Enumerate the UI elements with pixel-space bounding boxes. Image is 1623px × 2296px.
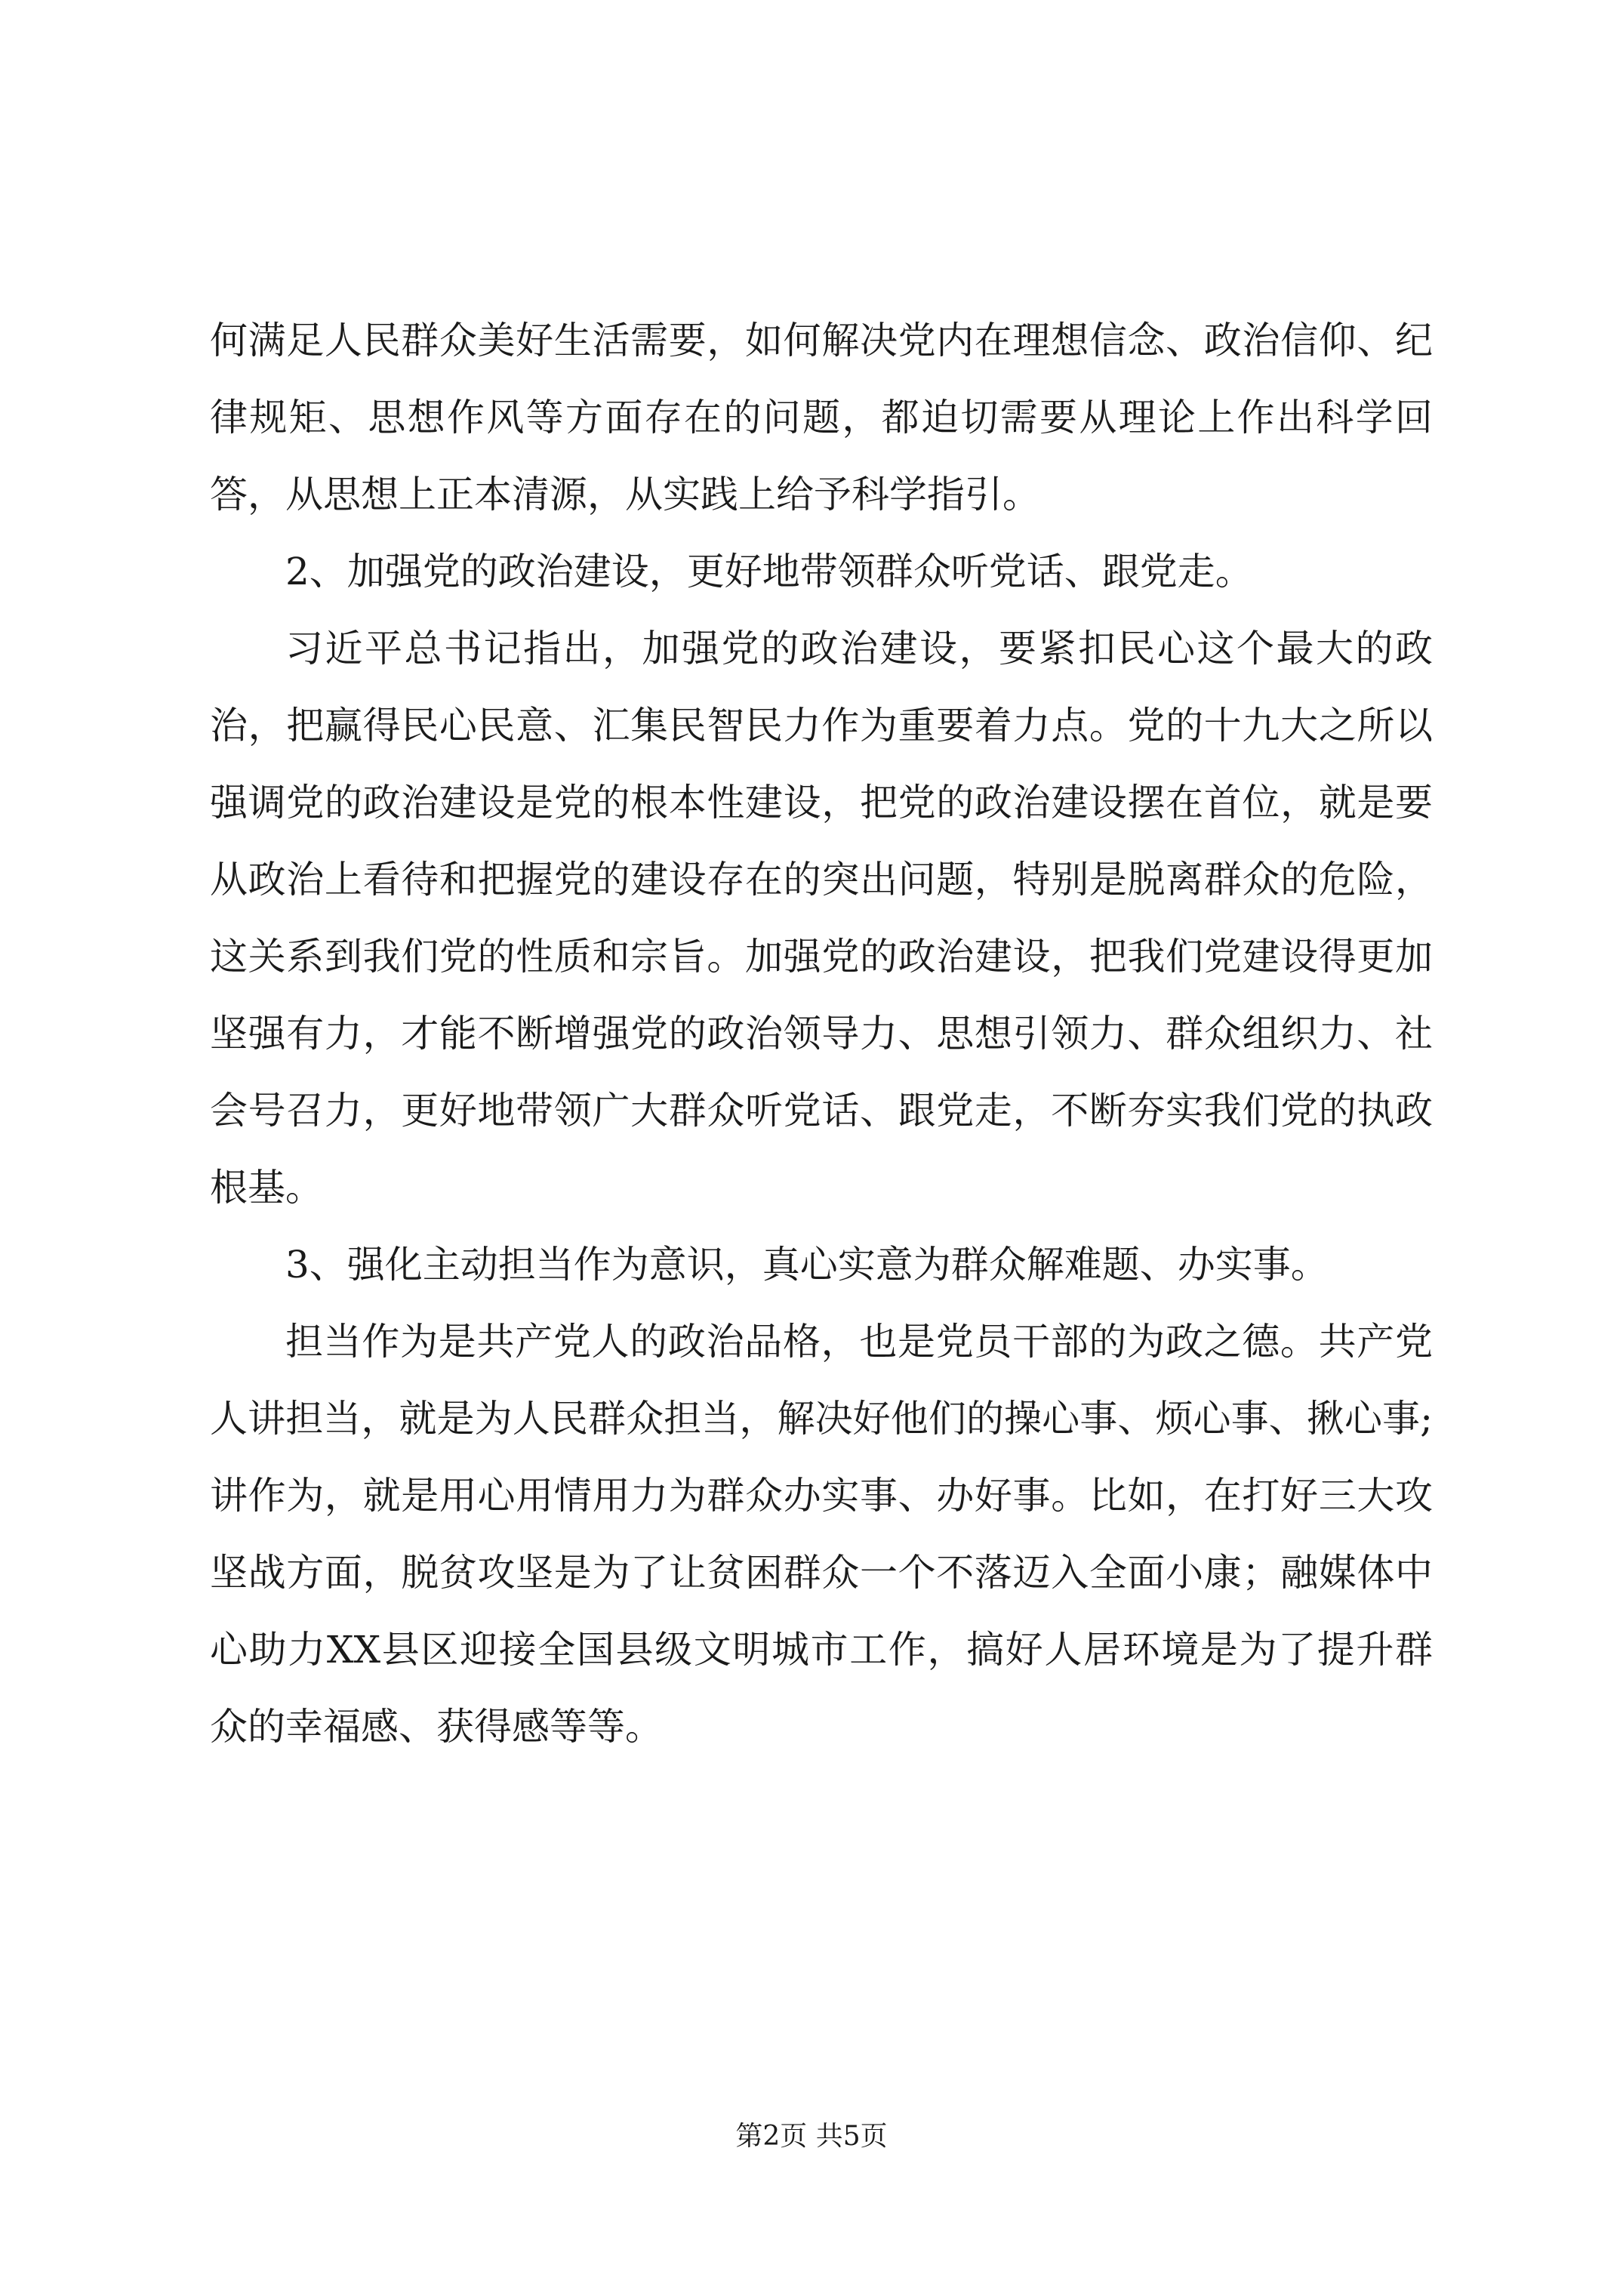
paragraph-political-building: 习近平总书记指出，加强党的政治建设，要紧扣民心这个最大的政治，把赢得民心民意、汇集民智民力作为重要着力点。党的十九大之所以强调党的政治建设是党的根本性建设，把党的政治建设摆在首位，就是要从政治上看待和把握党的建设存在的突出问题，特别是脱离群众的危险，这关系到我们党的性质和宗旨。加强党的政治建设，把我们党建设得更加坚强有力，才能不断增强党的政治领导力、思想引领力、群众组织力、社会号召力，更好地带领广大群众听党话、跟党走，不断夯实我们党的执政根基。: [210, 627, 1433, 1210]
page-number-footer: 第2页 共5页: [735, 2121, 888, 2152]
paragraph-continuation: 何满足人民群众美好生活需要，如何解决党内在理想信念、政治信仰、纪律规矩、思想作风等方面存在的问题，都迫切需要从理论上作出科学回答，从思想上正本清源，从实践上给予科学指引。: [210, 319, 1433, 516]
paragraph-responsibility: 担当作为是共产党人的政治品格，也是党员干部的为政之德。共产党人讲担当，就是为人民群众担当，解决好他们的操心事、烦心事、揪心事;讲作为，就是用心用情用力为群众办实事、办好事。比如，在打好三大攻坚战方面，脱贫攻坚是为了让贫困群众一个不落迈入全面小康；融媒体中心助力XX县区迎接全国县级文明城市工作，搞好人居环境是为了提升群众的幸福感、获得感等等。: [210, 1320, 1433, 1749]
section-heading-3: 3、强化主动担当作为意识，真心实意为群众解难题、办实事。: [285, 1243, 1329, 1287]
document-body: [210, 302, 1433, 1765]
section-heading-2: 2、加强党的政治建设，更好地带领群众听党话、跟党走。: [285, 550, 1253, 593]
